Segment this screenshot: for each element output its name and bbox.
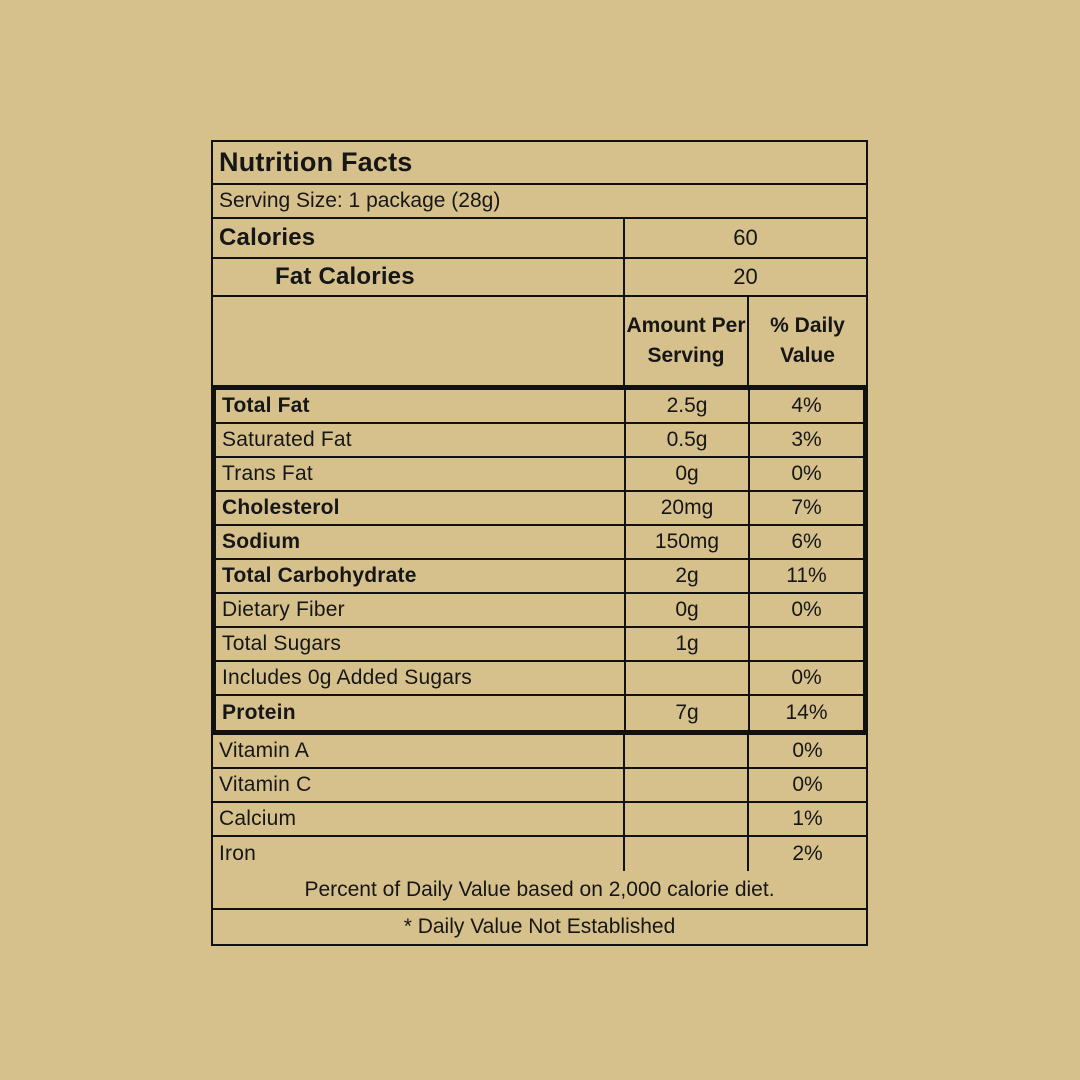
nutrient-name: Cholesterol: [222, 496, 340, 519]
nutrient-daily-value: 7%: [748, 492, 863, 524]
nutrient-daily-value: 0%: [748, 662, 863, 694]
nutrient-amount: 20mg: [624, 492, 748, 524]
fat-calories-row: [213, 259, 866, 297]
nutrient-name: Vitamin A: [219, 739, 310, 762]
main-nutrients-block: [211, 385, 868, 735]
nutrient-name: Total Fat: [222, 394, 310, 417]
nutrient-daily-value: 3%: [748, 424, 863, 456]
column-header-spacer: [213, 297, 623, 385]
calories-label: Calories: [219, 224, 316, 251]
nutrient-daily-value: 0%: [747, 735, 866, 767]
calories-row: [213, 219, 866, 259]
column-header-daily-value: % Daily Value: [747, 297, 866, 385]
title-row: [213, 142, 866, 185]
nutrient-name: Iron: [219, 842, 256, 865]
nutrient-daily-value: 14%: [748, 696, 863, 730]
nutrient-daily-value: 0%: [748, 594, 863, 626]
nutrient-amount: 0g: [624, 594, 748, 626]
nutrient-row-protein: [216, 696, 863, 730]
fat-calories-label: Fat Calories: [275, 263, 415, 290]
nutrient-name: Calcium: [219, 807, 297, 830]
nutrient-daily-value: 4%: [748, 390, 863, 422]
serving-size-row: [213, 185, 866, 219]
footnote-daily-value-text: Percent of Daily Value based on 2,000 calorie diet.: [304, 877, 775, 901]
nutrient-amount: [623, 803, 747, 835]
nutrient-row-total-carbohydrate: [216, 560, 863, 594]
footnote-not-established-row: [213, 910, 866, 944]
nutrient-name: Protein: [222, 701, 296, 724]
column-header-amount: Amount Per Serving: [623, 297, 747, 385]
nutrient-row-cholesterol: [216, 492, 863, 526]
calories-value: 60: [623, 219, 866, 257]
nutrient-row-dietary-fiber: [216, 594, 863, 628]
nutrient-name: Total Carbohydrate: [222, 564, 417, 587]
nutrient-row-saturated-fat: [216, 424, 863, 458]
nutrient-amount: [623, 735, 747, 767]
nutrient-name: Saturated Fat: [222, 428, 352, 451]
nutrient-daily-value: [748, 628, 863, 660]
nutrient-row-trans-fat: [216, 458, 863, 492]
nutrient-amount: 1g: [624, 628, 748, 660]
nutrient-amount: 2.5g: [624, 390, 748, 422]
nutrition-facts-label: [211, 140, 868, 946]
nutrient-row-calcium: [213, 803, 866, 837]
nutrient-daily-value: 1%: [747, 803, 866, 835]
footnote-daily-value-row: [213, 871, 866, 910]
nutrient-row-vitamin-c: [213, 769, 866, 803]
nutrient-daily-value: 11%: [748, 560, 863, 592]
nutrient-amount: 2g: [624, 560, 748, 592]
nutrient-amount: 0.5g: [624, 424, 748, 456]
nutrient-name: Vitamin C: [219, 773, 312, 796]
nutrient-daily-value: 0%: [747, 769, 866, 801]
nutrient-daily-value: 2%: [747, 837, 866, 871]
nutrient-name: Total Sugars: [222, 632, 342, 655]
nutrient-name: Dietary Fiber: [222, 598, 345, 621]
nutrient-row-vitamin-a: [213, 735, 866, 769]
nutrient-row-total-fat: [216, 390, 863, 424]
nutrient-amount: 7g: [624, 696, 748, 730]
nutrient-amount: [624, 662, 748, 694]
column-header-row: [213, 297, 866, 385]
nutrient-row-sodium: [216, 526, 863, 560]
nutrient-daily-value: 0%: [748, 458, 863, 490]
nutrient-name: Sodium: [222, 530, 301, 553]
label-title: Nutrition Facts: [219, 147, 413, 177]
vitamins-block: [213, 735, 866, 871]
footnote-not-established-text: * Daily Value Not Established: [403, 915, 676, 938]
serving-size-text: Serving Size: 1 package (28g): [219, 189, 501, 212]
nutrient-name: Includes 0g Added Sugars: [222, 666, 472, 689]
nutrient-amount: [623, 769, 747, 801]
nutrient-name: Trans Fat: [222, 462, 313, 485]
nutrient-amount: [623, 837, 747, 871]
fat-calories-value: 20: [623, 259, 866, 295]
nutrient-row-added-sugars: [216, 662, 863, 696]
nutrient-amount: 0g: [624, 458, 748, 490]
nutrient-daily-value: 6%: [748, 526, 863, 558]
nutrient-row-total-sugars: [216, 628, 863, 662]
nutrient-amount: 150mg: [624, 526, 748, 558]
nutrient-row-iron: [213, 837, 866, 871]
